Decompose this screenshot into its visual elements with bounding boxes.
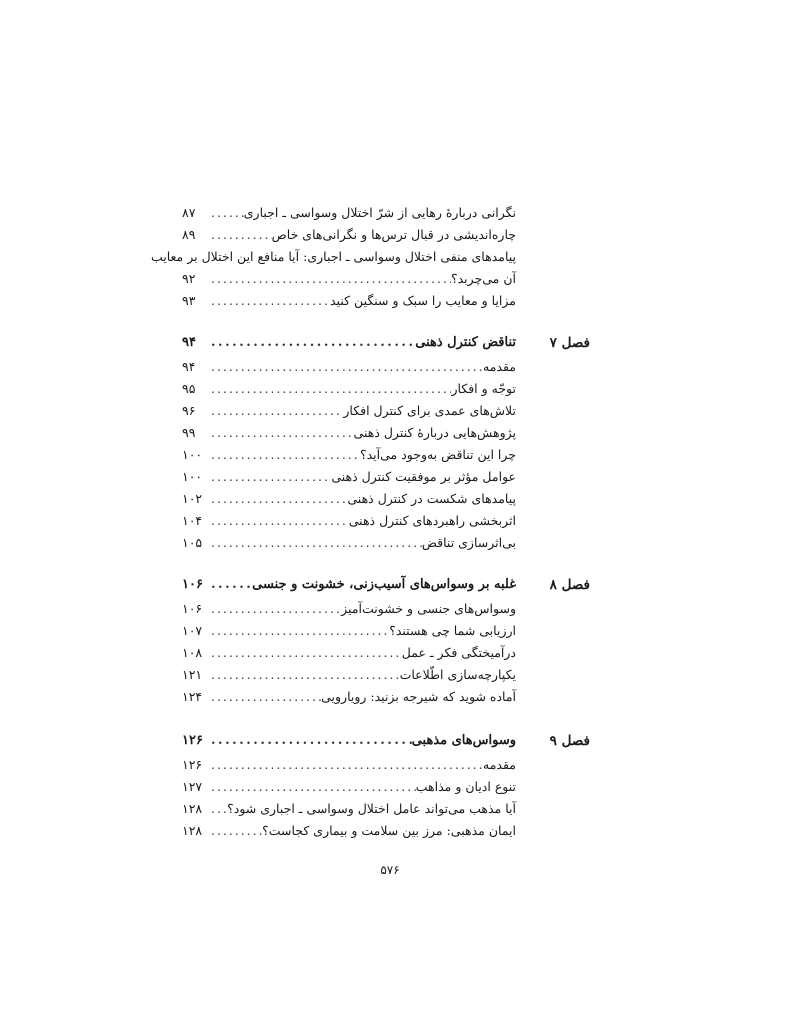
dot-leader [208,444,360,466]
toc-entry-page: ۱۰۸ [182,645,203,660]
dot-leader [208,378,451,400]
dot-leader [208,598,341,620]
dot-leader [208,400,343,422]
toc-entry-page: ۹۳ [182,293,196,308]
dot-leader [208,224,272,246]
toc-entry-page: ۱۲۱ [182,667,203,682]
dot-leader [208,574,252,596]
toc-entry-page: ۱۰۶ [182,601,203,616]
toc-entry-title: عوامل مؤثر بر موفقیت کنترل ذهنی [331,469,516,484]
chapter-label: فصل ۸ [549,577,590,593]
page-number: ۵۷۶ [380,863,400,877]
dot-leader [208,686,321,708]
dot-leader [208,620,389,642]
toc-entry[interactable] [182,422,516,444]
toc-entry[interactable] [182,598,516,620]
toc-entry-page: ۱۰۰ [182,469,203,484]
toc-entry[interactable] [182,510,516,532]
toc-entry-page: ۹۹ [182,425,196,440]
toc-entry[interactable] [182,686,516,708]
toc-entry-page: ۸۹ [182,227,196,242]
chapter-title: تناقض کنترل ذهنی [415,335,516,350]
toc-entry-title: مزایا و معایب را سبک و سنگین کنید [330,293,516,308]
toc-entry[interactable] [182,776,516,798]
toc-entry-page: ۱۰۲ [182,491,203,506]
toc-entry-title: اثربخشی راهبردهای کنترل ذهنی [348,513,516,528]
chapter-heading[interactable] [182,574,516,596]
chapter-title: وسواس‌های مذهبی [411,733,516,748]
toc-entry-title: آماده شوید که شیرجه بزنید: رویارویی [321,689,516,704]
dot-leader [208,642,402,664]
toc-entry[interactable] [182,664,516,686]
toc-entry [182,224,516,246]
toc-entry-title: ایمان مذهبی: مرز بین سلامت و بیماری کجاست؟ [262,823,516,838]
toc-entry[interactable] [182,378,516,400]
toc-entry[interactable] [182,620,516,642]
toc-entry-title: درآمیختگی فکر ـ عمل [401,645,516,660]
dot-leader [208,664,400,686]
toc-entry-page: ۱۲۶ [182,757,203,772]
toc-entry-title: پیامدهای منفی اختلال وسواسی ـ اجباری: آیا منافع این اختلال بر معایب [150,249,516,264]
chapter-title: غلبه بر وسواس‌های آسیب‌زنی، خشونت و جنسی [252,577,516,592]
dot-leader [208,532,422,554]
toc-entry-title: پژوهش‌هایی دربارهٔ کنترل ذهنی [353,425,516,440]
chapter-heading[interactable] [182,730,516,752]
toc-entry-page: ۱۰۰ [182,447,203,462]
toc-entry-title: آیا مذهب می‌تواند عامل اختلال وسواسی ـ اجباری شود؟ [227,801,516,816]
toc-entry-page: ۱۲۴ [182,689,203,704]
toc-entry-title: پیامدهای شکست در کنترل ذهنی [347,491,516,506]
toc-entry-title: تنوع ادیان و مذاهب [415,779,516,794]
chapter-label: فصل ۹ [549,733,590,749]
dot-leader [208,356,483,378]
toc-entry [182,268,516,290]
toc-entry-title: مقدمه [483,757,516,772]
toc-entry[interactable] [182,488,516,510]
toc-entry-title: تلاش‌های عمدی برای کنترل افکار [343,403,516,418]
toc-entry [150,246,516,268]
chapter-page: ۹۴ [182,335,196,350]
dot-leader [208,754,483,776]
dot-leader [208,202,244,224]
dot-leader [208,466,331,488]
toc-entry[interactable] [182,532,516,554]
toc-entry[interactable] [182,820,516,842]
toc-entry[interactable] [182,400,516,422]
chapter-label: فصل ۷ [549,335,590,351]
chapter-page: ۱۰۶ [182,577,203,592]
chapter-page: ۱۲۶ [182,733,203,748]
dot-leader [208,820,262,842]
toc-entry [182,290,516,312]
toc-entry[interactable] [182,444,516,466]
toc-entry-page: ۱۲۸ [182,823,203,838]
dot-leader [208,798,227,820]
toc-entry-title: مقدمه [483,359,516,374]
toc-entry-title: توجّه و افکار [451,381,516,396]
toc-entry-page: ۹۶ [182,403,196,418]
dot-leader [208,730,412,752]
toc-entry-page: ۱۰۷ [182,623,203,638]
toc-entry-title: یکپارچه‌سازی اطّلاعات [399,667,516,682]
toc-entry-title: آن می‌چربد؟ [450,271,516,286]
dot-leader [208,268,451,290]
chapter-heading[interactable] [182,332,516,354]
toc-entry[interactable] [182,356,516,378]
toc-entry[interactable] [182,798,516,820]
toc-entry-title: بی‌اثرسازی تناقض [421,535,516,550]
toc-entry-page: ۱۲۸ [182,801,203,816]
dot-leader [208,510,349,532]
toc-entry[interactable] [182,466,516,488]
toc-entry-page: ۹۴ [182,359,196,374]
toc-entry-page: ۸۷ [182,205,196,220]
dot-leader [208,776,416,798]
toc-entry-title: وسواس‌های جنسی و خشونت‌آمیز [341,601,516,616]
dot-leader [208,488,347,510]
toc-entry[interactable] [182,754,516,776]
dot-leader [208,290,330,312]
toc-entry-title: چرا این تناقض به‌وجود می‌آید؟ [359,447,516,462]
toc-entry-title: چاره‌اندیشی در قبال ترس‌ها و نگرانی‌های خاص [271,227,516,242]
dot-leader [208,422,354,444]
toc-entry-page: ۱۲۷ [182,779,203,794]
toc-entry-page: ۹۲ [182,271,196,286]
dot-leader [208,332,415,354]
toc-entry-title: ارزیابی شما چی هستند؟ [389,623,516,638]
toc-entry-page: ۱۰۵ [182,535,203,550]
toc-entry[interactable] [182,642,516,664]
toc-entry-title: نگرانی دربارهٔ رهایی از شرّ اختلال وسواسی ـ اجباری [243,205,516,220]
toc-entry-page: ۱۰۴ [182,513,203,528]
toc-entry-page: ۹۵ [182,381,196,396]
toc-entry [182,202,516,224]
